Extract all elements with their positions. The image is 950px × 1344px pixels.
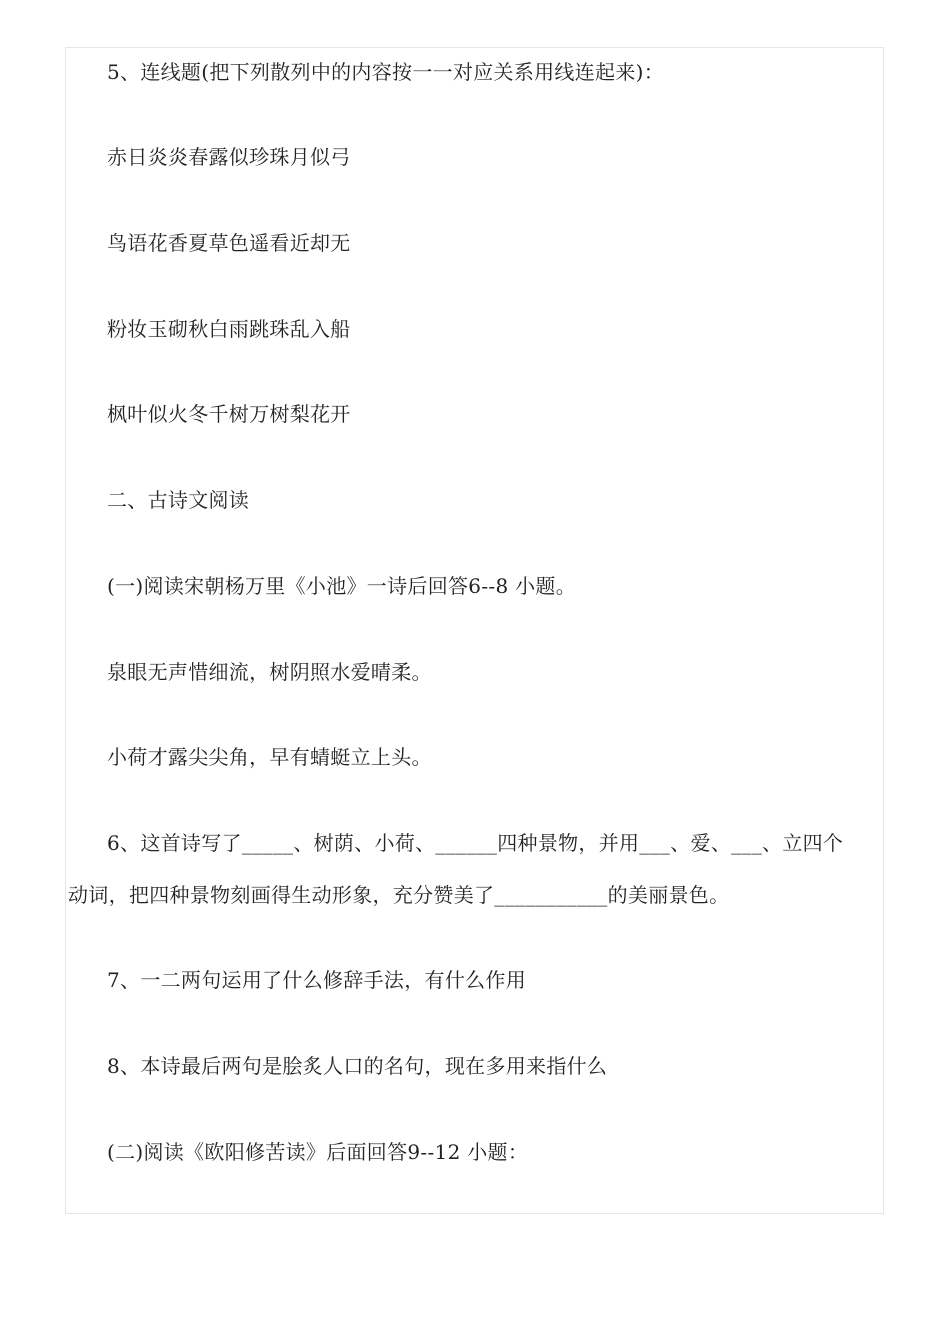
matching-row-4: 枫叶似火冬千树万树梨花开 — [107, 402, 351, 426]
matching-row-3: 粉妆玉砌秋白雨跳珠乱入船 — [107, 317, 351, 341]
poem-line-1: 泉眼无声惜细流，树阴照水爱晴柔。 — [107, 660, 432, 684]
reading-instruction-1: (一)阅读宋朝杨万里《小池》一诗后回答6--8 小题。 — [107, 574, 577, 598]
section-heading: 二、古诗文阅读 — [107, 488, 250, 512]
question-5-title: 5、连线题(把下列散列中的内容按一一对应关系用线连起来)： — [107, 60, 665, 84]
page-frame — [65, 47, 884, 1214]
question-8: 8、本诗最后两句是脍炙人口的名句，现在多用来指什么 — [107, 1054, 608, 1078]
reading-instruction-2: (二)阅读《欧阳修苦读》后面回答9--12 小题： — [107, 1140, 529, 1164]
question-7: 7、一二两句运用了什么修辞手法，有什么作用 — [107, 968, 527, 992]
matching-row-2: 鸟语花香夏草色遥看近却无 — [107, 231, 351, 255]
question-6-line-1: 6、这首诗写了_____、树荫、小荷、______四种景物，并用___、爱、___、立四个 — [107, 831, 844, 855]
poem-line-2: 小荷才露尖尖角，早有蜻蜓立上头。 — [107, 745, 432, 769]
matching-row-1: 赤日炎炎春露似珍珠月似弓 — [107, 145, 351, 169]
question-6-line-2: 动词，把四种景物刻画得生动形象，充分赞美了___________的美丽景色。 — [68, 883, 730, 907]
